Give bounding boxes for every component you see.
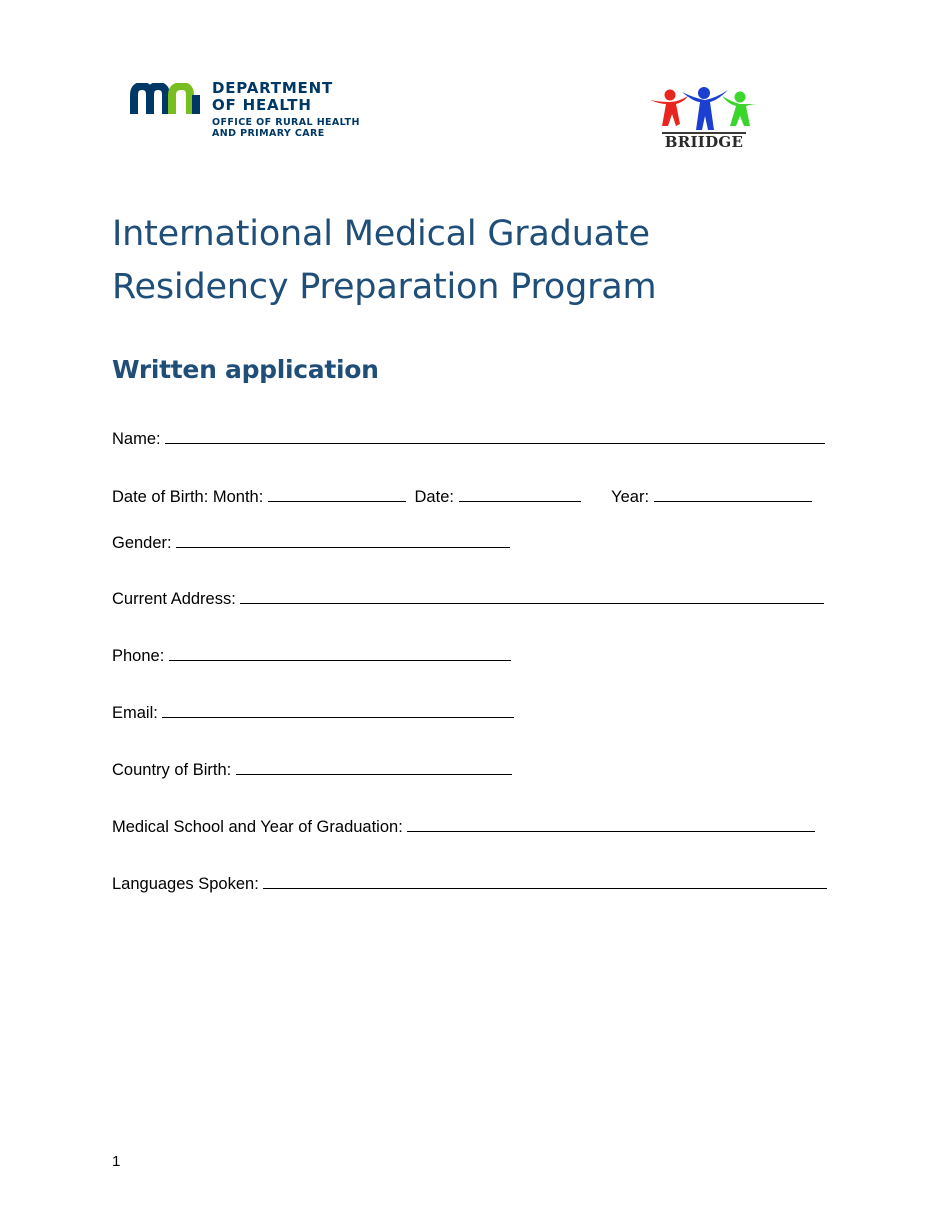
mdh-logo-line2: OF HEALTH bbox=[212, 96, 312, 114]
email-field-row bbox=[112, 702, 514, 724]
phone-label: Phone: bbox=[112, 647, 165, 665]
briidge-wordmark: BRIIDGE bbox=[662, 132, 746, 151]
email-blank[interactable] bbox=[162, 702, 514, 718]
dob-year-label: Year: bbox=[611, 488, 650, 506]
mdh-logo-line3: OFFICE OF RURAL HEALTH bbox=[212, 117, 360, 128]
country-field-row bbox=[112, 759, 512, 781]
dob-month-blank[interactable] bbox=[268, 486, 406, 502]
page-number: 1 bbox=[112, 1153, 121, 1170]
dob-field-row bbox=[112, 486, 812, 508]
briidge-logo bbox=[648, 86, 760, 152]
languages-blank[interactable] bbox=[263, 873, 827, 889]
title-line-2: Residency Preparation Program bbox=[112, 267, 657, 307]
school-blank[interactable] bbox=[407, 816, 815, 832]
mdh-logo bbox=[130, 80, 370, 146]
title-line-1: International Medical Graduate bbox=[112, 214, 650, 254]
phone-blank[interactable] bbox=[169, 645, 511, 661]
gender-field-row bbox=[112, 532, 510, 554]
page-title bbox=[112, 208, 872, 314]
mdh-logo-line4: AND PRIMARY CARE bbox=[212, 128, 325, 139]
mn-logo-icon bbox=[130, 83, 206, 115]
gender-label: Gender: bbox=[112, 534, 172, 552]
mdh-logo-line1: DEPARTMENT bbox=[212, 79, 333, 97]
dob-date-blank[interactable] bbox=[459, 486, 581, 502]
languages-label: Languages Spoken: bbox=[112, 875, 259, 893]
dob-year-blank[interactable] bbox=[654, 486, 812, 502]
country-label: Country of Birth: bbox=[112, 761, 232, 779]
address-field-row bbox=[112, 588, 824, 610]
languages-field-row bbox=[112, 873, 827, 895]
section-heading: Written application bbox=[112, 355, 379, 384]
address-blank[interactable] bbox=[240, 588, 824, 604]
dob-date-label: Date: bbox=[414, 488, 454, 506]
phone-field-row bbox=[112, 645, 511, 667]
name-blank[interactable] bbox=[165, 428, 825, 444]
country-blank[interactable] bbox=[236, 759, 512, 775]
name-label: Name: bbox=[112, 430, 161, 448]
address-label: Current Address: bbox=[112, 590, 236, 608]
school-field-row bbox=[112, 816, 815, 838]
dob-month-label: Date of Birth: Month: bbox=[112, 488, 264, 506]
name-field-row bbox=[112, 428, 825, 450]
school-label: Medical School and Year of Graduation: bbox=[112, 818, 403, 836]
gender-blank[interactable] bbox=[176, 532, 510, 548]
email-label: Email: bbox=[112, 704, 158, 722]
briidge-figures-icon bbox=[648, 86, 760, 132]
